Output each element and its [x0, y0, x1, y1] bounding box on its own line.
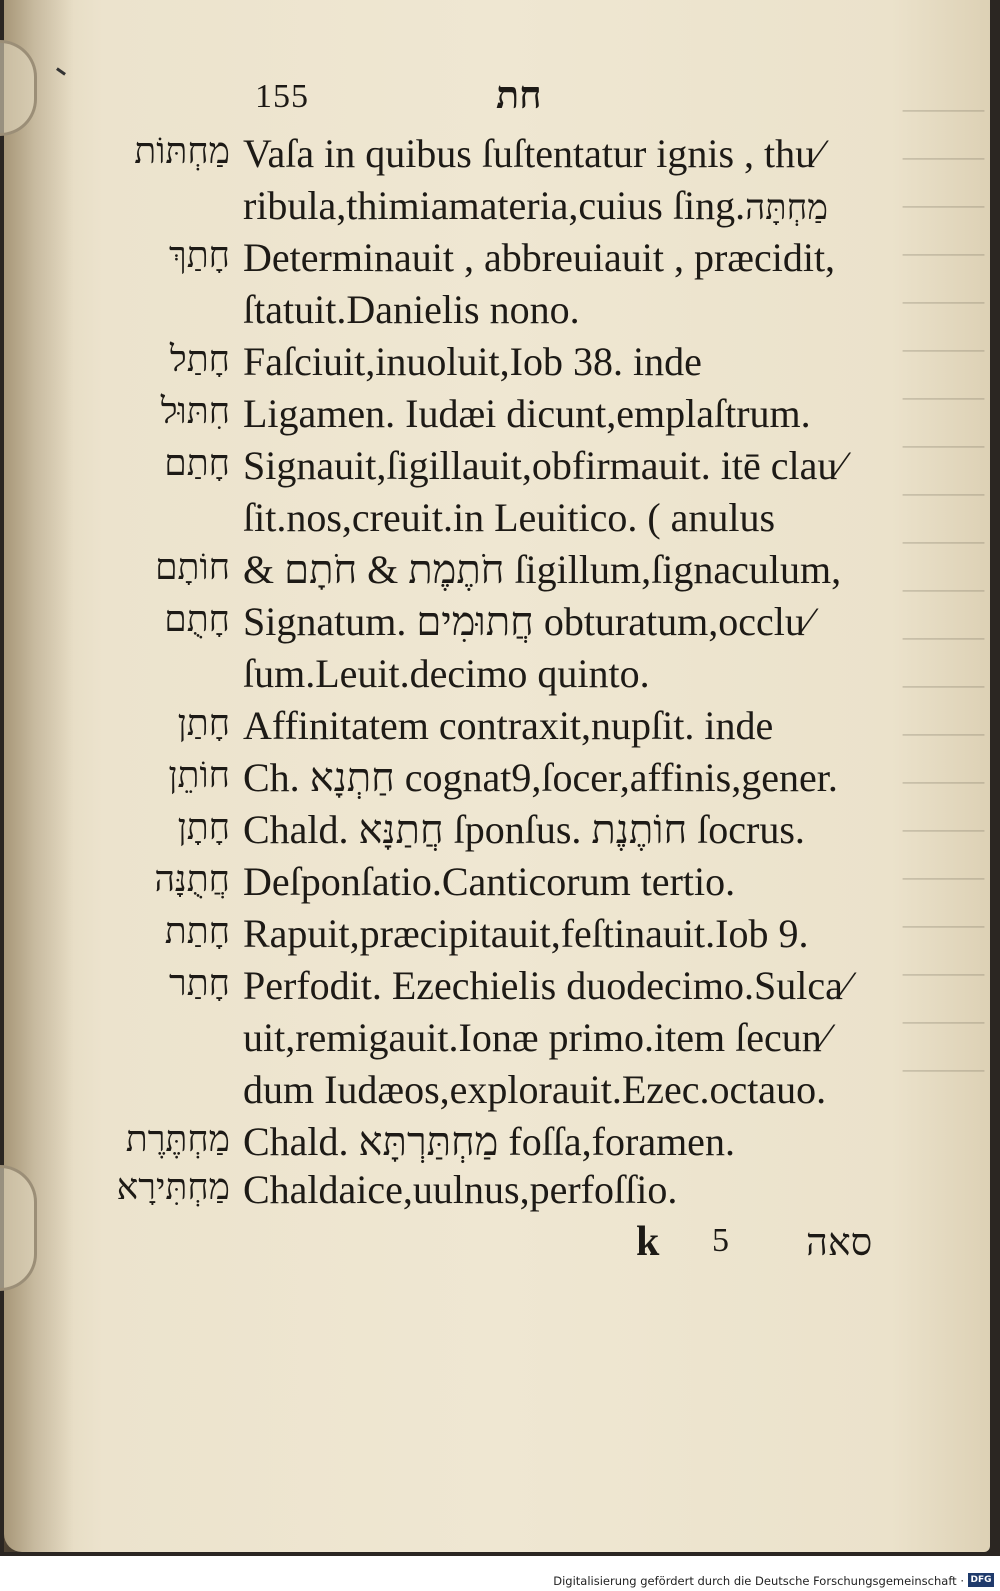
- hebrew-headword: חָתַךְ: [169, 235, 230, 276]
- latin-gloss: Chaldaice,uulnus,perfoſſio.: [243, 1167, 678, 1212]
- hebrew-headword: מַחְתִּירָא: [116, 1167, 230, 1208]
- entry-line: [0, 910, 1000, 968]
- hebrew-headword: חָתַל: [169, 339, 230, 380]
- catchword: סאה: [806, 1220, 873, 1264]
- entry-line: [0, 650, 1000, 708]
- latin-gloss: Chald. חֲתַנָּא ſponſus. חוֹתֶנֶת ſocrus.: [243, 807, 805, 852]
- latin-gloss: Chald. מַחְתַּרְתָּא foſſa,foramen.: [243, 1119, 735, 1164]
- latin-gloss: ſit.nos,creuit.in Leuitico. ( anulus: [243, 495, 776, 540]
- hebrew-headword: חָתָן: [177, 807, 230, 848]
- entry-line: [0, 338, 1000, 396]
- page-number: 155: [255, 78, 309, 115]
- entry-line: [0, 598, 1000, 656]
- hebrew-headword: חוֹתָם: [155, 547, 230, 588]
- hebrew-headword: חָתַם: [164, 443, 230, 484]
- dfg-logo: DFG: [968, 1573, 994, 1587]
- latin-gloss: uit,remigauit.Ionæ primo.item ſecun⁄: [243, 1015, 829, 1060]
- latin-gloss: ſtatuit.Danielis nono.: [243, 287, 580, 332]
- latin-gloss: Perfodit. Ezechielis duodecimo.Sulca⁄: [243, 963, 850, 1008]
- running-head: חת: [496, 75, 542, 117]
- entry-line: [0, 182, 1000, 240]
- hebrew-headword: חָתַת: [164, 911, 230, 952]
- entry-line: [0, 130, 1000, 188]
- hebrew-headword: חוֹתֵן: [168, 755, 230, 796]
- entry-line: [0, 286, 1000, 344]
- hebrew-headword: חָתֻם: [164, 599, 230, 640]
- signature-letter: k: [636, 1219, 660, 1265]
- latin-gloss: Signatum. חֲתוּמִים obturatum,occlu⁄: [243, 599, 812, 644]
- inline-hebrew: מַחְתָּה: [745, 188, 829, 228]
- latin-gloss: ſum.Leuit.decimo quinto.: [243, 651, 650, 696]
- hebrew-headword: חִתּוּל: [160, 391, 230, 432]
- latin-gloss: Ligamen. Iudæi dicunt,emplaſtrum.: [243, 391, 811, 436]
- digitization-credit: Digitalisierung gefördert durch die Deutsche Forschungsgemeinschaft ·: [553, 1574, 964, 1588]
- latin-gloss: Faſciuit,inuoluit,Iob 38. inde: [243, 339, 702, 384]
- entry-line: [0, 494, 1000, 552]
- hebrew-headword: מַחְתּוֹת: [134, 131, 230, 172]
- hebrew-headword: מַחְתֶּרֶת: [125, 1119, 230, 1160]
- entry-line: [0, 806, 1000, 864]
- latin-gloss: Determinauit , abbreuiauit , præcidit,: [243, 235, 836, 280]
- signature-number: 5: [712, 1222, 729, 1259]
- latin-gloss: [243, 182, 828, 229]
- latin-gloss: Deſponſatio.Canticorum tertio.: [243, 859, 736, 904]
- entry-line: [0, 858, 1000, 916]
- latin-gloss: dum Iudæos,explorauit.Ezec.octauo.: [243, 1067, 827, 1112]
- entry-line: [0, 1014, 1000, 1072]
- entry-line: [0, 962, 1000, 1020]
- latin-gloss: & חֹתֶמֶת & חֹתָם ſigillum,ſignaculum,: [243, 547, 842, 592]
- bleed-through-text: ⸻ ⸻ ⸻ ⸻ ⸻ ⸻ ⸻ ⸻ ⸻ ⸻ ⸻ ⸻ ⸻ ⸻ ⸻ ⸻ ⸻ ⸻ ⸻ ⸻ ⸻: [901, 89, 986, 1089]
- hebrew-headword: חֲתֻנָּה: [154, 859, 230, 900]
- latin-gloss: Ch. חַתְנָא cognat9,ſocer,affinis,gener.: [243, 755, 838, 800]
- entry-line: [0, 1166, 1000, 1224]
- latin-text: ribula,thimiamateria,cuius ſing.: [243, 183, 746, 228]
- latin-gloss: Affinitatem contraxit,nupſit. inde: [243, 703, 774, 748]
- entry-line: [0, 1066, 1000, 1124]
- latin-gloss: Rapuit,præcipitauit,feſtinauit.Iob 9.: [243, 911, 809, 956]
- latin-gloss: Signauit,ſigillauit,obfirmauit. itē clau⁄: [243, 443, 845, 488]
- entry-line: [0, 442, 1000, 500]
- entry-line: [0, 234, 1000, 292]
- entry-line: [0, 754, 1000, 812]
- entry-line: [0, 546, 1000, 604]
- latin-gloss: Vaſa in quibus ſuſtentatur ignis , thu⁄: [243, 131, 822, 176]
- entry-line: [0, 702, 1000, 760]
- hebrew-headword: חָתַר: [169, 963, 230, 1004]
- hebrew-headword: חָתַן: [177, 703, 230, 744]
- entry-line: [0, 390, 1000, 448]
